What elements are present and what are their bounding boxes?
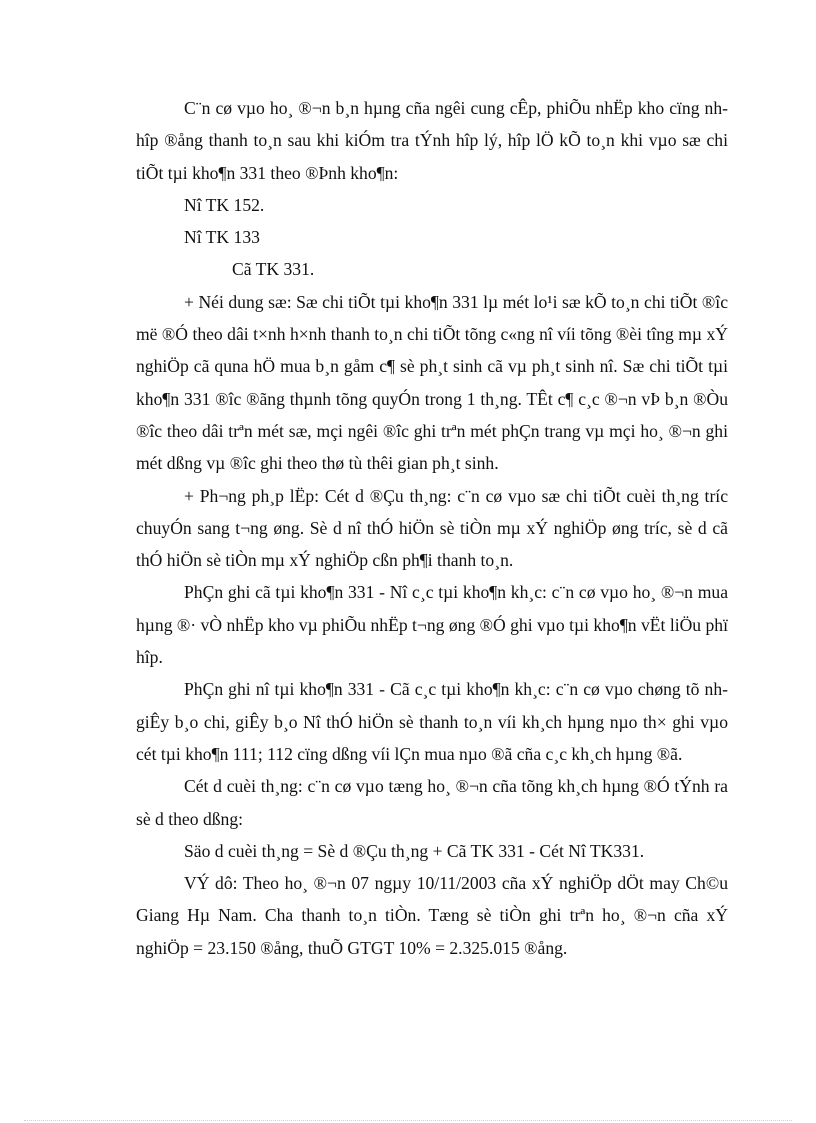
paragraph-debit-section: PhÇn ghi nî tµi kho¶n 331 - Cã c¸c tµi kho¶n kh¸c: c¨n cø vµo chøng tõ nh giÊy b¸o chi, giÊy b¸o Nî thÓ hiÖn sè thanh to¸n víi kh¸ch hµng nµo th× ghi vµo cét tµi kho¶n 111; 112 cïng dßng víi lÇn mua nµo ®ã cña c¸c kh¸ch hµng ®ã. [136,679,728,764]
paragraph-invoice-basis: C¨n cø vµo ho¸ ®¬n b¸n hµng cña ngêi cung cÊp, phiÕu nhËp kho cïng nh hîp ®ång thanh to¸n sau khi kiÓm tra tÝnh hîp lý, hîp lÖ kÕ to¸n khi vµo sæ chi tiÕt tµi kho¶n 331 theo ®Þnh kho¶n: [136,98,728,183]
entry-credit-tk331: Cã TK 331. [232,259,315,280]
paragraph-ledger-content: + Néi dung sæ: Sæ chi tiÕt tµi kho¶n 331 lµ mét lo¹i sæ kÕ to¸n chi tiÕt ®îc më ®Ó theo dâi t×nh h×nh thanh to¸n chi tiÕt tõng c«ng nî víi tõng ®èi tîng mµ xÝ nghiÖp cã quna hÖ mua b¸n gåm c¶ sè ph¸t sinh cã vµ ph¸t sinh nî. Sæ chi tiÕt tµi kho¶n 331 ®îc ®ãng thµnh tõng quyÓn trong 1 th¸ng. TÊt c¶ c¸c ®¬n vÞ b¸n ®Òu ®îc theo dâi trªn mét sæ, mçi ngêi ®îc ghi trªn mét phÇn trang vµ mçi ho¸ ®¬n ghi mét dßng vµ ®îc ghi theo thø tù thêi gian ph¸t sinh. [136,291,728,474]
paragraph-credit-section: PhÇn ghi cã tµi kho¶n 331 - Nî c¸c tµi kho¶n kh¸c: c¨n cø vµo ho¸ ®¬n mua hµng ®· vÒ nhËp kho vµ phiÕu nhËp t¬ng øng ®Ó ghi vµo tµi kho¶n vËt liÖu phï hîp. [136,582,728,668]
paragraph-method: + Ph¬ng ph¸p lËp: Cét d ®Çu th¸ng: c¨n cø vµo sæ chi tiÕt cuèi th¸ng tríc chuyÓn sang t¬ng øng. Sè d nî thÓ hiÖn sè tiÒn mµ xÝ nghiÖp øng tríc, sè d cã thÓ hiÖn sè tiÒn mµ xÝ nghiÖp cßn ph¶i thanh to¸n. [136,485,728,571]
entry-debit-tk133: Nî TK 133 [184,227,260,248]
entry-debit-tk152: Nî TK 152. [184,194,265,215]
paragraph-closing-balance: Cét d cuèi th¸ng: c¨n cø vµo tæng ho¸ ®¬n cña tõng kh¸ch hµng ®Ó tÝnh ra sè d theo dßng: [136,776,728,829]
page-bottom-rule [24,1120,792,1121]
paragraph-example: VÝ dô: Theo ho¸ ®¬n 07 ngµy 10/11/2003 cña xÝ nghiÖp dÖt may Ch©u Giang Hµ Nam. Cha thanh to¸n tiÒn. Tæng sè tiÒn ghi trªn ho¸ ®¬n cña xÝ nghiÖp = 23.150 ®ång, thuÕ GTGT 10% = 2.325.015 ®ång. [136,873,728,958]
document-body [136,92,728,964]
balance-formula: Säo d cuèi th¸ng = Sè d ®Çu th¸ng + Cã TK 331 - Cét Nî TK331. [184,840,645,861]
